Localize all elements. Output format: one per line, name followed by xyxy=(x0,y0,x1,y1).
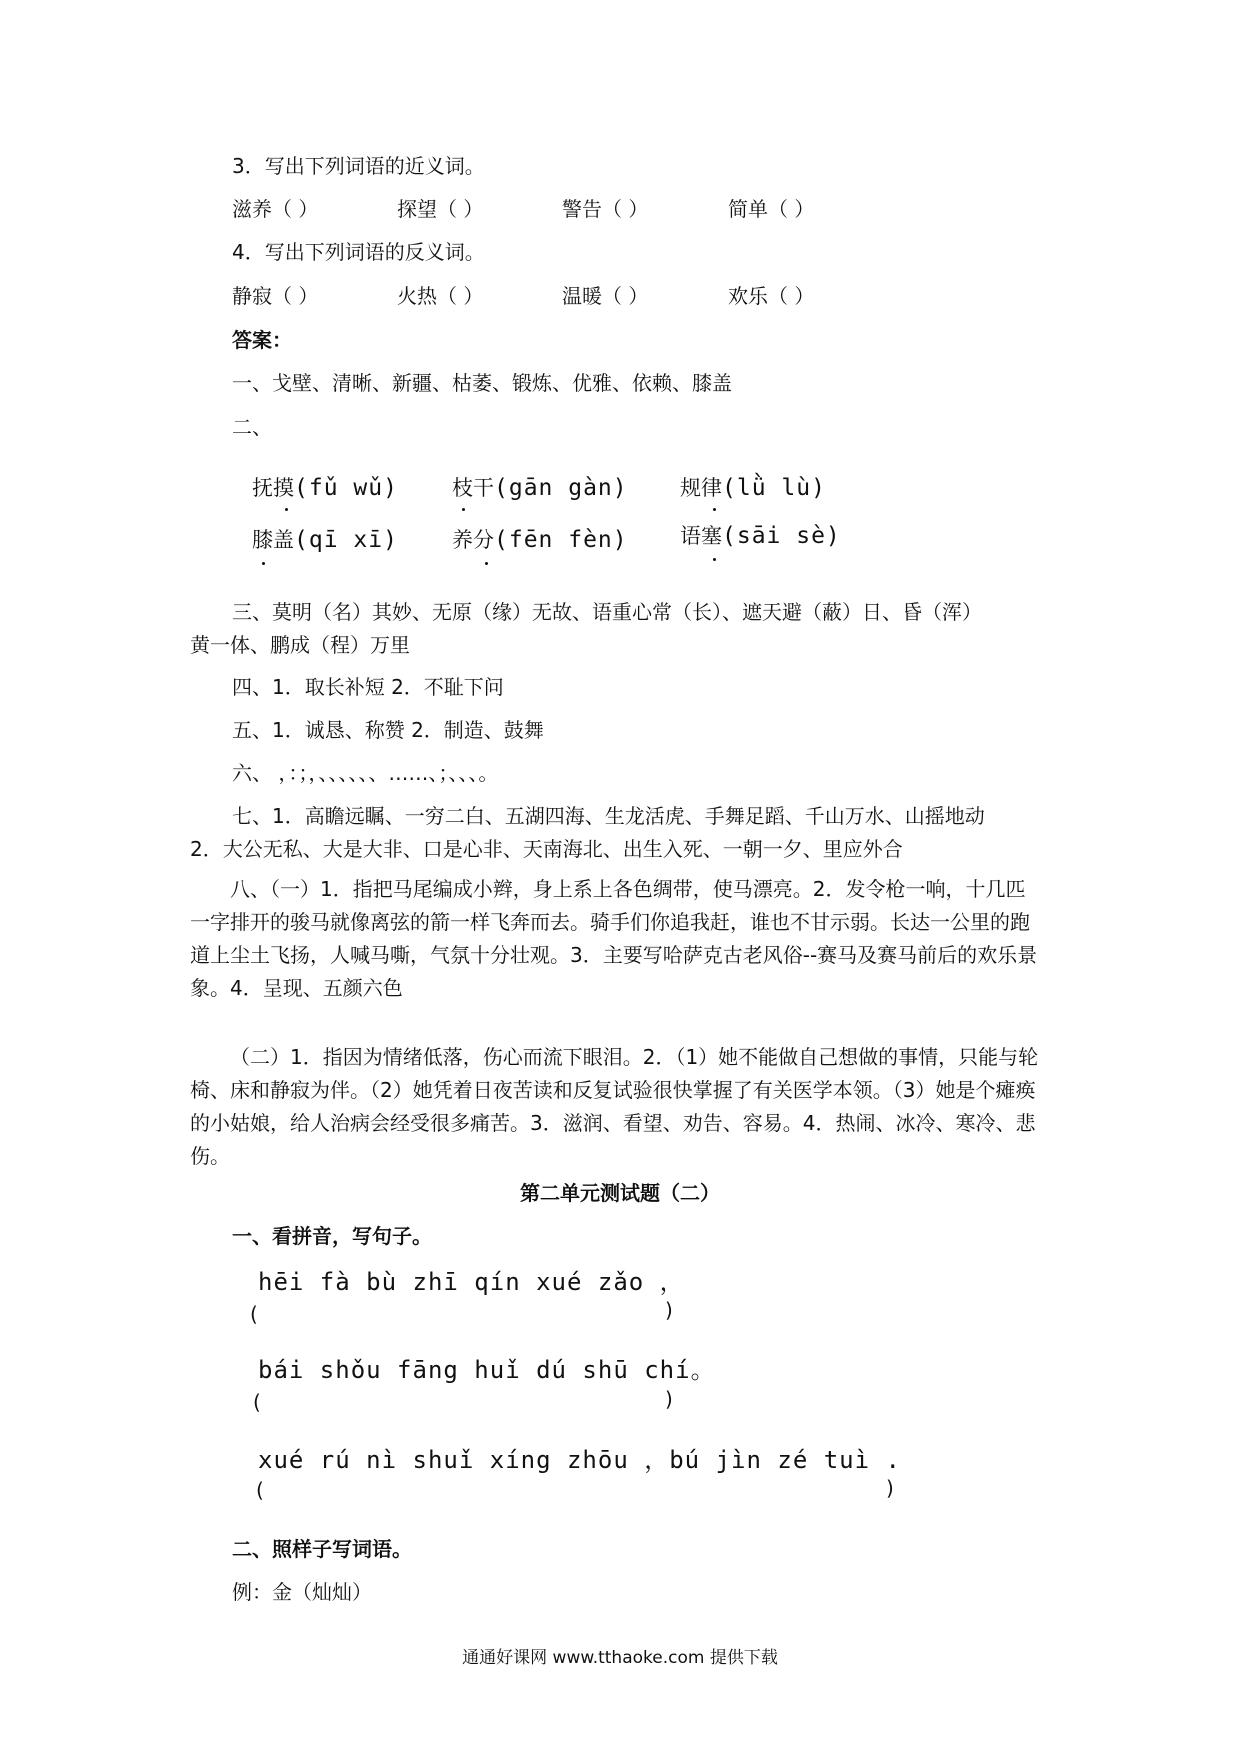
pinyin-pair xyxy=(452,472,628,502)
answer-2-label: 二、 xyxy=(232,415,272,439)
pinyin-line-3: xué rú nì shuǐ xíng zhōu ，bú jìn zé tuì . xyxy=(258,1446,901,1474)
q3-item: 探望（ ） xyxy=(397,197,484,221)
section-2-heading: 二、照样子写词语。 xyxy=(232,1537,412,1561)
question-4-title: 4．写出下列词语的反义词。 xyxy=(232,240,485,264)
answer-6: 六、 ，：；，、、、、、、……、；、、、。 xyxy=(232,761,499,785)
pinyin-pair xyxy=(680,472,826,502)
answer-4: 四、1．取长补短 2．不耻下问 xyxy=(232,675,504,699)
pair-word: 枝干 xyxy=(452,476,494,500)
answer-3-line1: 三、莫明（名）其妙、无原（缘）无故、语重心常（长）、遮天避（蔽）日、昏（浑） xyxy=(232,600,982,624)
answer-3-line2: 黄一体、鹏成（程）万里 xyxy=(190,633,410,657)
q4-item: 温暖（ ） xyxy=(562,284,649,308)
q3-item: 简单（ ） xyxy=(728,197,815,221)
pair-word: 规律 xyxy=(680,476,722,500)
emphasis-dot xyxy=(462,508,465,511)
question-3-title: 3．写出下列词语的近义词。 xyxy=(232,154,485,178)
answer-paren-open: ( xyxy=(250,1302,258,1326)
pair-pinyin: (fǔ wǔ) xyxy=(294,475,398,501)
emphasis-dot xyxy=(285,508,288,511)
answers-heading: 答案： xyxy=(232,328,292,352)
pinyin-line-2: bái shǒu fāng huǐ dú shū chí。 xyxy=(258,1356,716,1384)
q4-item: 火热（ ） xyxy=(397,284,484,308)
answer-7-line1: 七、1．高瞻远瞩、一穷二白、五湖四海、生龙活虎、手舞足蹈、千山万水、山摇地动 xyxy=(232,804,985,828)
pair-word: 养分 xyxy=(452,528,494,552)
emphasis-dot xyxy=(713,508,716,511)
emphasis-dot xyxy=(262,562,265,565)
test-2-title: 第二单元测试题（二） xyxy=(520,1181,720,1205)
emphasis-dot xyxy=(485,562,488,565)
answer-5: 五、1．诚恳、称赞 2．制造、鼓舞 xyxy=(232,718,544,742)
q3-item: 警告（ ） xyxy=(562,197,649,221)
pinyin-pair xyxy=(252,472,398,502)
question-4-items xyxy=(232,282,932,310)
answer-8-part2: （二）1．指因为情绪低落，伤心而流下眼泪。2．（1）她不能做自己想做的事情，只能与轮椅、床和静寂为伴。（2）她凭着日夜苦读和反复试验很快掌握了有关医学本领。（3）她是个瘫痪的小姑娘，给人治病会经受很多痛苦。3．滋润、看望、劝告、容易。4．热闹、冰冷、寒冷、悲伤。 xyxy=(190,1045,1039,1168)
answer-paren-close: ) xyxy=(665,1387,673,1411)
pair-word: 语塞 xyxy=(680,524,722,548)
pinyin-line-1: hēi fà bù zhī qín xué zǎo ， xyxy=(258,1268,685,1296)
answer-paren-close: ) xyxy=(886,1476,894,1500)
answer-1: 一、戈壁、清晰、新疆、枯萎、锻炼、优雅、依赖、膝盖 xyxy=(232,371,732,395)
question-3-items xyxy=(232,195,932,223)
q4-item: 静寂（ ） xyxy=(232,284,319,308)
pair-pinyin: (sāi sè) xyxy=(722,523,841,549)
pair-pinyin: (lǜ lù) xyxy=(722,475,826,501)
pair-word: 膝盖 xyxy=(252,528,294,552)
emphasis-dot xyxy=(713,558,716,561)
q3-item: 滋养（ ） xyxy=(232,197,319,221)
pair-pinyin: (fēn fèn) xyxy=(494,527,628,553)
section-1-heading: 一、看拼音，写句子。 xyxy=(232,1224,432,1248)
pair-pinyin: (qī xī) xyxy=(294,527,398,553)
answer-paren-close: ) xyxy=(665,1298,673,1322)
pinyin-pair xyxy=(680,520,841,550)
page-footer: 通通好课网 www.tthaoke.com 提供下载 xyxy=(462,1648,778,1668)
pinyin-pair xyxy=(252,524,398,554)
answer-paren-open: ( xyxy=(256,1478,264,1502)
answer-paren-open: ( xyxy=(253,1390,261,1414)
pair-pinyin: (gān gàn) xyxy=(494,475,628,501)
example-line: 例：金（灿灿） xyxy=(232,1580,372,1604)
q4-item: 欢乐（ ） xyxy=(728,284,815,308)
pair-word: 抚摸 xyxy=(252,476,294,500)
answer-8-part1: 八、（一）1．指把马尾编成小辫，身上系上各色绸带，使马漂亮。2．发令枪一响，十几匹一字排开的骏马就像离弦的箭一样飞奔而去。骑手们你追我赶，谁也不甘示弱。长达一公里的跑道上尘土飞扬，人喊马嘶，气氛十分壮观。3．主要写哈萨克古老风俗--赛马及赛马前后的欢乐景象。4．呈现、五颜六色 xyxy=(190,877,1038,1000)
pinyin-pair xyxy=(452,524,628,554)
answer-7-line2: 2．大公无私、大是大非、口是心非、天南海北、出生入死、一朝一夕、里应外合 xyxy=(190,837,903,861)
